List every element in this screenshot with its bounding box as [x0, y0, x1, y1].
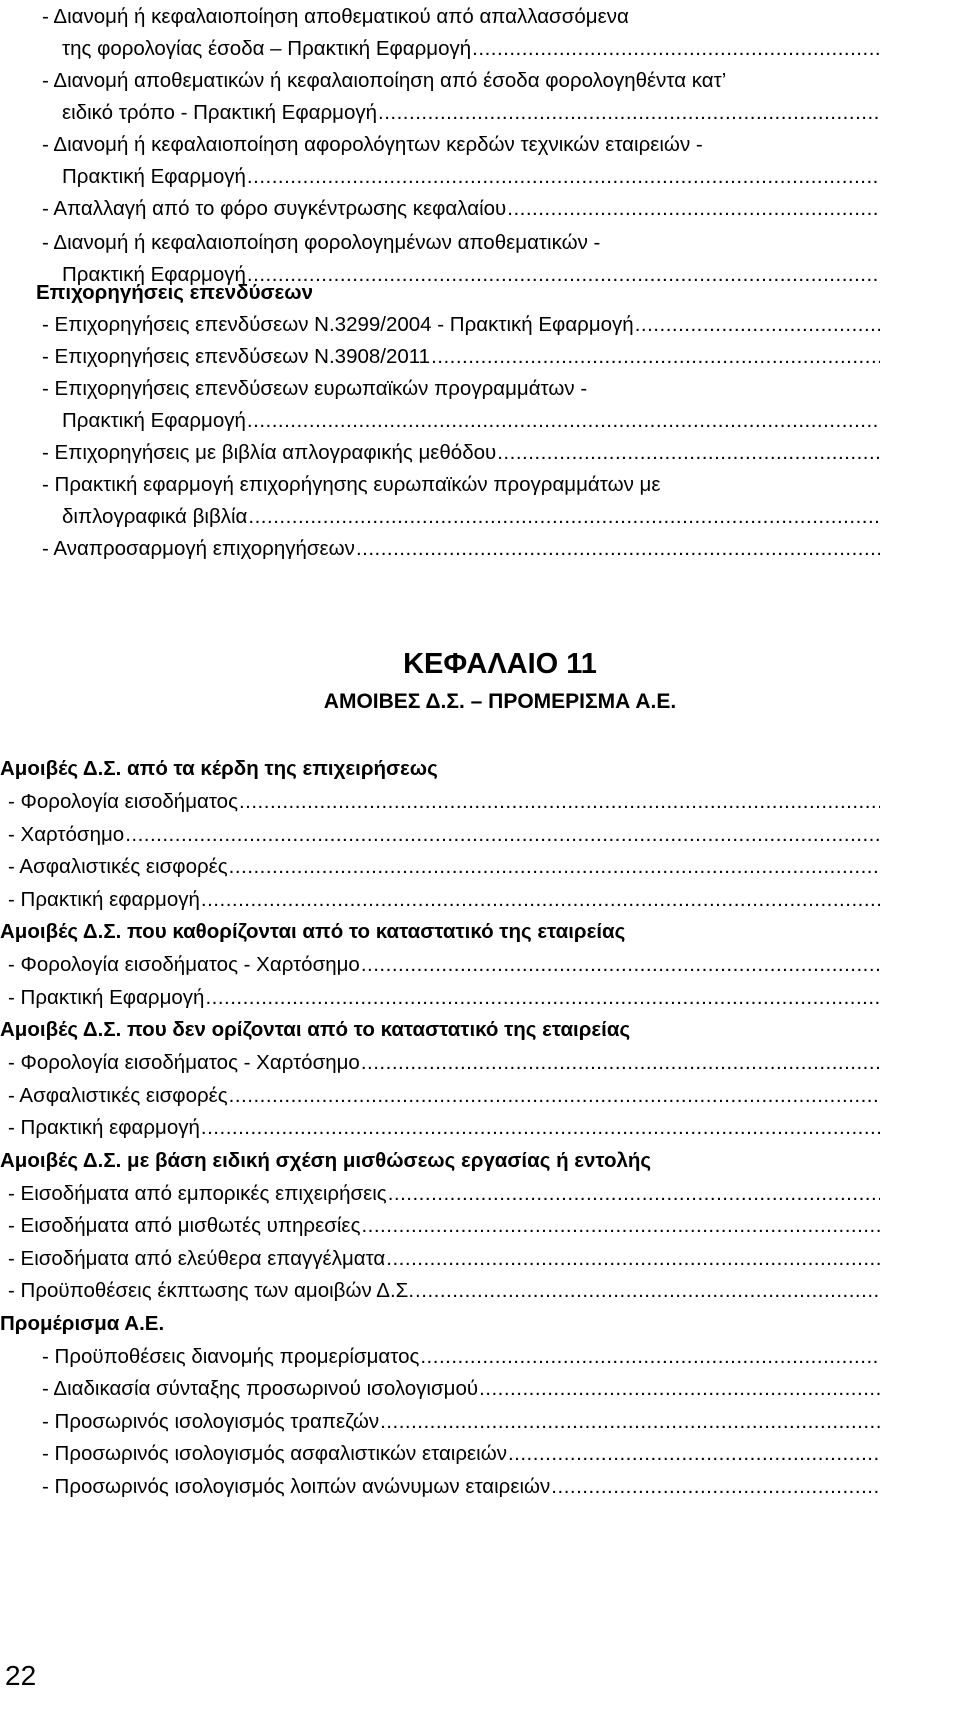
dot-leader [361, 1046, 880, 1080]
toc-entry [62, 160, 880, 194]
dot-leader [472, 32, 880, 66]
toc-entry [8, 1274, 880, 1308]
section-heading [0, 1307, 164, 1341]
section-heading-text: Αμοιβές Δ.Σ. που καθορίζονται από το καταστατικό της εταιρείας [0, 920, 626, 943]
dot-leader [248, 500, 880, 534]
toc-entry [8, 981, 880, 1015]
toc-entry [42, 1470, 880, 1504]
dot-leader [361, 1209, 880, 1243]
dot-leader [205, 981, 880, 1015]
toc-entry-text: - Διανομή ή κεφαλαιοποίηση φορολογημένων αποθεματικών - [42, 231, 601, 254]
toc-entry [8, 1242, 880, 1276]
toc-entry [8, 1177, 880, 1211]
dot-leader [420, 1340, 880, 1374]
toc-entry-text: - Προσωρινός ισολογισμός ασφαλιστικών εταιρειών [42, 1442, 507, 1465]
toc-entry [42, 1372, 880, 1406]
toc-entry [8, 785, 880, 819]
toc-entry [62, 500, 880, 534]
toc-entry [8, 1209, 880, 1243]
toc-entry [42, 1437, 880, 1471]
toc-entry-text: - Προϋποθέσεις έκπτωσης των αμοιβών Δ.Σ. [8, 1279, 415, 1302]
toc-entry [42, 436, 880, 470]
toc-entry [42, 340, 880, 374]
toc-entry-text: - Πρακτική εφαρμογή επιχορήγησης ευρωπαϊκών προγραμμάτων με [42, 473, 661, 496]
dot-leader [229, 1079, 880, 1113]
toc-entry [42, 0, 629, 34]
dot-leader [635, 308, 880, 342]
toc-entry-text: - Χαρτόσημο [8, 822, 125, 846]
dot-leader [380, 1405, 880, 1439]
dot-leader [247, 160, 880, 194]
section-heading-text: Αμοιβές Δ.Σ. από τα κέρδη της επιχειρήσεως [0, 757, 438, 780]
chapter-subtitle: ΑΜΟΙΒΕΣ Δ.Σ. – ΠΡΟΜΕΡΙΣΜΑ Α.Ε. [323, 690, 677, 713]
dot-leader [229, 850, 880, 884]
dot-leader [239, 785, 880, 819]
toc-entry [42, 64, 726, 98]
toc-entry-text: - Προσωρινός ισολογισμός τραπεζών [42, 1409, 380, 1433]
chapter-title: ΚΕΦΑΛΑΙΟ 11 [403, 648, 597, 680]
toc-entry-text: - Επιχορηγήσεις επενδύσεων Ν.3908/2011 [42, 345, 431, 368]
toc-entry [42, 1340, 880, 1374]
toc-entry-text: - Επιχορηγήσεις με βιβλία απλογραφικής μεθόδου [42, 441, 497, 464]
toc-entry-text: - Διανομή ή κεφαλαιοποίηση αφορολόγητων κερδών τεχνικών εταιρειών - [42, 133, 703, 156]
toc-entry [42, 128, 703, 162]
toc-entry-text: - Προϋποθέσεις διανομής προμερίσματος [42, 1344, 420, 1368]
toc-entry [42, 532, 880, 566]
toc-entry [8, 883, 880, 917]
dot-leader [507, 192, 880, 226]
toc-entry-text: διπλογραφικά βιβλία [62, 505, 248, 528]
dot-leader [201, 883, 880, 917]
toc-entry-text: - Διαδικασία σύνταξης προσωρινού ισολογισμού [42, 1377, 479, 1400]
toc-entry-text: Πρακτική Εφαρμογή [62, 263, 246, 286]
toc-entry [62, 32, 880, 66]
toc-entry [8, 818, 880, 852]
toc-entry-text: - Επιχορηγήσεις επενδύσεων Ν.3299/2004 - Πρακτική Εφαρμογή [42, 313, 634, 336]
dot-leader [479, 1372, 880, 1406]
toc-entry [42, 226, 600, 260]
section-heading-text: Αμοιβές Δ.Σ. με βάση ειδική σχέση μισθώσεως εργασίας ή εντολής [0, 1148, 652, 1172]
toc-entry [8, 1046, 880, 1080]
toc-entry-text: - Ασφαλιστικές εισφορές [8, 855, 228, 878]
toc-entry-text: - Πρακτική εφαρμογή [8, 1116, 200, 1139]
toc-entry [42, 192, 880, 226]
dot-leader [201, 1111, 880, 1145]
toc-entry-text: - Διανομή ή κεφαλαιοποίηση αποθεματικού από απαλλασσόμενα [42, 5, 629, 28]
dot-leader [378, 96, 880, 130]
toc-entry-text: - Εισοδήματα από εμπορικές επιχειρήσεις [8, 1181, 387, 1205]
toc-entry-text: - Αναπροσαρμογή επιχορηγήσεων [42, 537, 355, 560]
dot-leader [551, 1470, 880, 1504]
toc-entry-text: - Εισοδήματα από μισθωτές υπηρεσίες [8, 1214, 361, 1237]
section-heading-text: Αμοιβές Δ.Σ. που δεν ορίζονται από το καταστατικό της εταιρείας [0, 1018, 631, 1041]
toc-entry-text: - Φορολογία εισοδήματος - Χαρτόσημο [8, 1051, 360, 1074]
dot-leader [356, 532, 880, 566]
dot-leader [497, 436, 880, 470]
toc-entry-text: της φορολογίας έσοδα – Πρακτική Εφαρμογή [62, 37, 472, 60]
section-heading-text: Προμέρισμα Α.Ε. [0, 1311, 165, 1335]
section-heading [0, 915, 625, 949]
toc-entry [42, 308, 880, 342]
toc-entry-text: - Πρακτική εφαρμογή [8, 887, 200, 911]
toc-entry [8, 1079, 880, 1113]
dot-leader [388, 1177, 880, 1211]
toc-entry-text: - Ασφαλιστικές εισφορές [8, 1083, 228, 1107]
toc-entry [8, 1111, 880, 1145]
dot-leader [361, 948, 880, 982]
dot-leader [431, 340, 880, 374]
dot-leader [125, 818, 880, 852]
section-heading [36, 276, 313, 310]
section-heading [0, 752, 438, 786]
toc-entry-text: - Διανομή αποθεματικών ή κεφαλαιοποίηση από έσοδα φορολογηθέντα κατ’ [42, 69, 727, 92]
toc-entry-text: ειδικό τρόπο - Πρακτική Εφαρμογή [62, 101, 378, 124]
dot-leader [415, 1274, 880, 1308]
toc-entry [42, 1405, 880, 1439]
toc-entry [42, 468, 660, 502]
toc-entry-text: - Απαλλαγή από το φόρο συγκέντρωσης κεφαλαίου [42, 197, 507, 220]
toc-entry [8, 850, 880, 884]
section-heading [0, 1013, 630, 1047]
dot-leader [247, 258, 880, 292]
toc-entry [62, 96, 880, 130]
dot-leader [508, 1437, 880, 1471]
toc-entry-text: - Προσωρινός ισολογισμός λοιπών ανώνυμων εταιρειών [42, 1474, 551, 1498]
toc-entry-text: - Φορολογία εισοδήματος - Χαρτόσημο [8, 953, 360, 976]
toc-entry [62, 404, 880, 438]
page-number: 22 [5, 1660, 37, 1691]
toc-entry [8, 948, 880, 982]
toc-entry-text: Πρακτική Εφαρμογή [62, 165, 246, 188]
toc-entry-text: - Επιχορηγήσεις επενδύσεων ευρωπαϊκών προγραμμάτων - [42, 377, 588, 400]
toc-entry-text: - Πρακτική Εφαρμογή [8, 985, 205, 1009]
section-heading-text: Επιχορηγήσεις επενδύσεων [36, 281, 313, 304]
dot-leader [386, 1242, 880, 1276]
toc-entry-text: - Φορολογία εισοδήματος [8, 790, 238, 813]
section-heading [0, 1144, 651, 1178]
toc-entry-text: Πρακτική Εφαρμογή [62, 409, 246, 432]
dot-leader [247, 404, 880, 438]
toc-entry-text: - Εισοδήματα από ελεύθερα επαγγέλματα [8, 1246, 386, 1270]
toc-entry [42, 372, 587, 406]
